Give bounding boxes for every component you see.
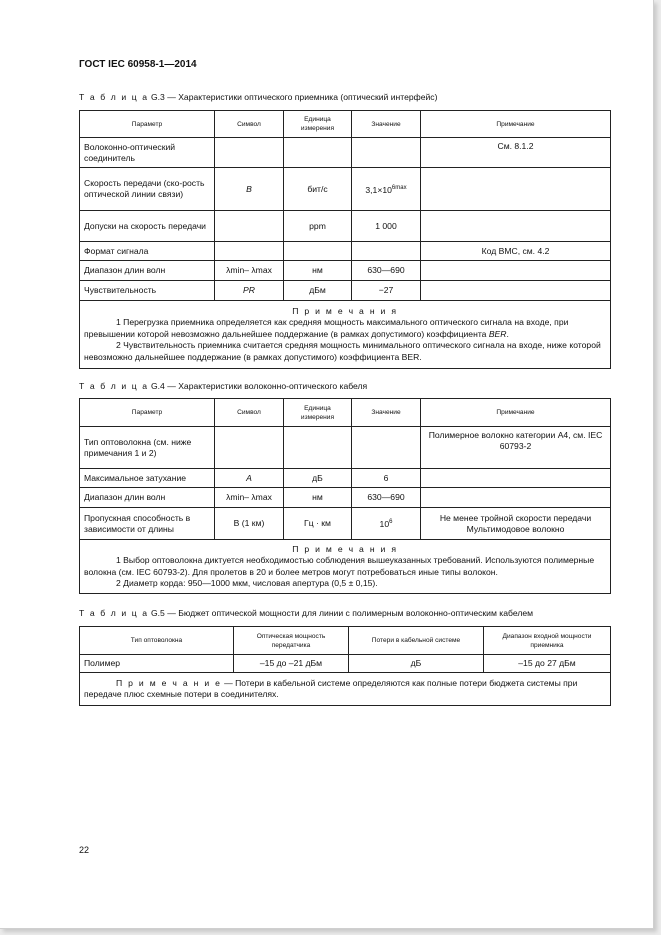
header-rx-range: Диапазон входной мощности приемника — [484, 627, 611, 655]
value-cell — [352, 168, 421, 211]
table-label: Т а б л и ц а — [79, 608, 149, 618]
table-row — [80, 469, 611, 488]
unit-cell: Гц · км — [284, 508, 352, 540]
header-value: Значение — [352, 111, 421, 138]
note-text — [84, 678, 606, 701]
unit-cell — [284, 138, 352, 168]
param-cell: Чувствительность — [80, 281, 215, 301]
header-note: Примечание — [421, 399, 611, 427]
note-2: 2 Диаметр корда: 950—1000 мкм, числовая апертура (0,5 ± 0,15). — [116, 578, 378, 588]
notes-row — [80, 540, 611, 594]
notes-title: П р и м е ч а н и я — [292, 305, 398, 316]
note-1-ber: BER — [488, 328, 507, 339]
tx-power-cell: –15 до –21 дБм — [234, 655, 349, 673]
table-row — [80, 261, 611, 281]
param-cell: Максимальное затухание — [80, 469, 215, 488]
note-1-end: . — [506, 328, 509, 339]
table-title: G.5 — Бюджет оптической мощности для линии с полимерным волоконно-оптическим кабелем — [148, 608, 534, 618]
symbol-cell: PR — [215, 281, 284, 301]
table-title: G.3 — Характеристики оптического приемника (оптический интерфейс) — [148, 92, 438, 102]
header-value: Значение — [352, 399, 421, 427]
symbol-cell — [215, 138, 284, 168]
table-row — [80, 168, 611, 211]
header-unit: Единица измерения — [284, 399, 352, 427]
page-number: 22 — [79, 845, 90, 855]
value-cell: 6 — [352, 469, 421, 488]
note-cell: Код BMC, см. 4.2 — [421, 242, 611, 261]
value-cell — [352, 427, 421, 469]
value-cell — [352, 138, 421, 168]
note-body: — Потери в кабельной системе определяются как полные потери бюджета системы при передаче плюс схемные потери в соединителях. — [84, 677, 578, 699]
note-cell — [421, 168, 611, 211]
notes-cell — [80, 301, 611, 369]
symbol-cell: A — [215, 469, 284, 488]
unit-cell: бит/с — [284, 168, 352, 211]
note-cell: Не менее тройной скорости передачи Мультимодовое волокно — [421, 508, 611, 540]
param-cell: Пропускная способность в зависимости от длины — [80, 508, 215, 540]
note-1-text: 1 Перегрузка приемника определяется как средняя мощность максимального оптического сигнала на входе, при превышении которой невозможно дальнейшее поддержание (в рамках допустимого) коэффициента — [84, 317, 569, 339]
table-g5 — [79, 626, 611, 706]
unit-cell: нм — [284, 488, 352, 508]
table-row — [80, 427, 611, 469]
param-cell: Диапазон длин волн — [80, 261, 215, 281]
value-base: 3,1×10 — [365, 184, 392, 195]
param-cell: Формат сигнала — [80, 242, 215, 261]
header-cable-loss: Потери в кабельной системе — [349, 627, 484, 655]
header-symbol: Символ — [215, 399, 284, 427]
table-header-row — [80, 627, 611, 655]
standard-header: ГОСТ IEC 60958-1—2014 — [79, 59, 197, 70]
header-parameter: Параметр — [80, 399, 215, 427]
table-header-row — [80, 111, 611, 138]
notes-title: П р и м е ч а н и я — [292, 543, 398, 554]
param-cell: Тип оптоволокна (см. ниже примечания 1 и 2) — [80, 427, 215, 469]
value-cell: 630—690 — [352, 488, 421, 508]
symbol-cell: B (1 км) — [215, 508, 284, 540]
note-cell — [421, 211, 611, 242]
fiber-cell: Полимер — [80, 655, 234, 673]
unit-cell: дБм — [284, 281, 352, 301]
table-g4-caption — [79, 381, 367, 391]
table-row — [80, 281, 611, 301]
table-g5-caption — [79, 608, 533, 618]
unit-cell: дБ — [284, 469, 352, 488]
table-row — [80, 138, 611, 168]
notes-cell — [80, 540, 611, 594]
value-exponent: 6max — [391, 184, 407, 191]
table-g3 — [79, 110, 611, 369]
param-cell: Допуски на скорость передачи — [80, 211, 215, 242]
value-exponent: 6 — [389, 519, 393, 526]
note-cell — [421, 488, 611, 508]
value-cell — [352, 242, 421, 261]
table-g4 — [79, 398, 611, 594]
notes-row — [80, 301, 611, 369]
header-unit: Единица измерения — [284, 111, 352, 138]
param-cell: Волоконно-оптический соединитель — [80, 138, 215, 168]
value-base: 10 — [379, 518, 390, 529]
table-row — [80, 242, 611, 261]
unit-cell — [284, 427, 352, 469]
header-parameter: Параметр — [80, 111, 215, 138]
note-1 — [84, 317, 606, 340]
symbol-cell: λmin– λmax — [215, 488, 284, 508]
symbol-cell — [215, 211, 284, 242]
value-cell: −27 — [352, 281, 421, 301]
symbol-cell — [215, 427, 284, 469]
header-note: Примечание — [421, 111, 611, 138]
notes-cell — [80, 673, 611, 706]
header-fiber-type: Тип оптоволокна — [80, 627, 234, 655]
table-row — [80, 211, 611, 242]
value-cell — [352, 508, 421, 540]
unit-cell — [284, 242, 352, 261]
note-cell — [421, 281, 611, 301]
note-cell: Полимерное волокно категории А4, см. IEC 60793-2 — [421, 427, 611, 469]
table-g3-caption — [79, 92, 437, 102]
note-label: П р и м е ч а н и е — [116, 677, 222, 688]
symbol-cell: B — [215, 168, 284, 211]
value-cell: 1 000 — [352, 211, 421, 242]
symbol-cell — [215, 242, 284, 261]
unit-cell: нм — [284, 261, 352, 281]
note-cell: См. 8.1.2 — [421, 138, 611, 168]
table-label: Т а б л и ц а — [79, 381, 149, 391]
header-tx-power: Оптическая мощность передатчика — [234, 627, 349, 655]
note-2: 2 Чувствительность приемника считается средняя мощность минимального оптического сигнала на входе, ниже которой невозможно дальнейшее поддержание (в рамках допустимого) коэффициента BER. — [84, 340, 601, 362]
table-row — [80, 508, 611, 540]
symbol-cell: λmin– λmax — [215, 261, 284, 281]
value-cell: 630—690 — [352, 261, 421, 281]
table-header-row — [80, 399, 611, 427]
unit-cell: ppm — [284, 211, 352, 242]
param-cell: Скорость передачи (ско-рость оптической линии связи) — [80, 168, 215, 211]
rx-range-cell: –15 до 27 дБм — [484, 655, 611, 673]
note-1: 1 Выбор оптоволокна диктуется необходимостью соблюдения вышеуказанных требований. Используются полимерные волокна (см. IEC 60793-2). Для пролетов в 20 и более метров могут потребоваться иные типы волокон. — [84, 555, 595, 577]
header-symbol: Символ — [215, 111, 284, 138]
table-label: Т а б л и ц а — [79, 92, 149, 102]
note-cell — [421, 261, 611, 281]
note-cell — [421, 469, 611, 488]
param-cell: Диапазон длин волн — [80, 488, 215, 508]
table-row — [80, 655, 611, 673]
notes-row — [80, 673, 611, 706]
table-row — [80, 488, 611, 508]
table-title: G.4 — Характеристики волоконно-оптического кабеля — [148, 381, 368, 391]
cable-loss-cell: дБ — [349, 655, 484, 673]
